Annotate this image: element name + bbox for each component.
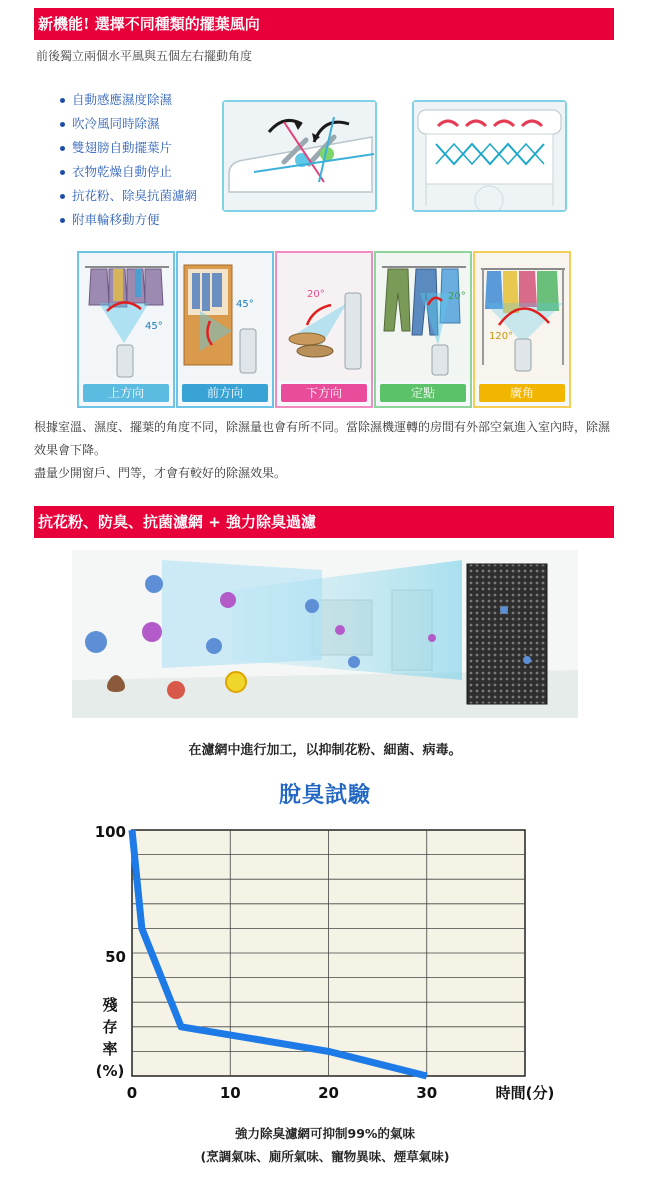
airflow-mode-panels bbox=[77, 251, 577, 408]
section-banner: 新機能! 選擇不同種類的擺葉風向 bbox=[34, 8, 614, 40]
chart-grid bbox=[132, 830, 525, 1076]
description-paragraph: 根據室溫、濕度、擺葉的角度不同，除濕量也會有所不同。當除濕機運轉的房間有外部空氣進入室內時，除濕效果會下降。 bbox=[34, 420, 611, 457]
mode-fixed-panel bbox=[374, 251, 472, 408]
chart-note-sub: (烹調氣味、廁所氣味、寵物異味、煙草氣味) bbox=[200, 1149, 450, 1164]
mode-up-label: 上方向 bbox=[83, 384, 169, 402]
mode-down-label: 下方向 bbox=[281, 384, 367, 402]
mode-up-panel bbox=[77, 251, 175, 408]
y-axis-label-char: (%) bbox=[95, 1062, 125, 1080]
mode-wide-label: 廣角 bbox=[479, 384, 565, 402]
y-axis-label-char: 殘 bbox=[102, 996, 118, 1014]
louver-side-illustration bbox=[222, 100, 377, 212]
mode-fixed-label: 定點 bbox=[380, 384, 466, 402]
chart-note: 強力除臭濾網可抑制99%的氣味 bbox=[235, 1126, 415, 1141]
angle-label: 45° bbox=[236, 299, 254, 310]
filter-banner: 抗花粉、防臭、抗菌濾網 + 強力除臭過濾 bbox=[34, 506, 614, 538]
mode-description bbox=[34, 416, 619, 485]
x-tick-label: 0 bbox=[126, 1084, 138, 1102]
y-axis-label-char: 存 bbox=[102, 1018, 118, 1036]
feature-item: 衣物乾燥自動停止 bbox=[58, 160, 197, 184]
y-tick-label: 50 bbox=[105, 948, 126, 966]
feature-item: 自動感應濕度除濕 bbox=[58, 88, 197, 112]
y-axis-label bbox=[96, 996, 125, 1080]
x-tick-label: 10 bbox=[219, 1084, 241, 1102]
angle-label: 45° bbox=[145, 321, 163, 332]
mode-wide-panel bbox=[473, 251, 571, 408]
filter-caption: 在濾網中進行加工，以抑制花粉、細菌、病毒。 bbox=[188, 743, 462, 758]
feature-item: 雙翅膀自動擺葉片 bbox=[58, 136, 197, 160]
section-subtitle: 前後獨立兩個水平風與五個左右擺動角度 bbox=[36, 49, 253, 63]
feature-list bbox=[58, 88, 197, 232]
chart-title: 脫臭試驗 bbox=[278, 783, 371, 808]
x-tick-label: 30 bbox=[416, 1084, 438, 1102]
x-tick-labels bbox=[127, 1084, 437, 1102]
deodorization-chart bbox=[70, 818, 580, 1108]
angle-label: 20° bbox=[448, 291, 466, 302]
mode-down-panel bbox=[275, 251, 373, 408]
x-tick-label: 20 bbox=[318, 1084, 339, 1102]
feature-item: 附車輪移動方便 bbox=[58, 208, 197, 232]
mode-front-label: 前方向 bbox=[182, 384, 268, 402]
x-axis-label: 時間(分) bbox=[495, 1084, 555, 1102]
feature-item: 吹冷風同時除濕 bbox=[58, 112, 197, 136]
description-paragraph: 盡量少開窗戶、門等，才會有較好的除濕效果。 bbox=[34, 466, 287, 480]
louver-front-illustration bbox=[412, 100, 567, 212]
angle-label: 120° bbox=[489, 331, 514, 342]
y-axis-label-char: 率 bbox=[102, 1040, 118, 1058]
y-tick-label: 100 bbox=[94, 823, 126, 841]
mode-front-panel bbox=[176, 251, 274, 408]
filter-illustration bbox=[72, 550, 578, 718]
feature-item: 抗花粉、除臭抗菌濾網 bbox=[58, 184, 197, 208]
angle-label: 20° bbox=[307, 289, 325, 300]
